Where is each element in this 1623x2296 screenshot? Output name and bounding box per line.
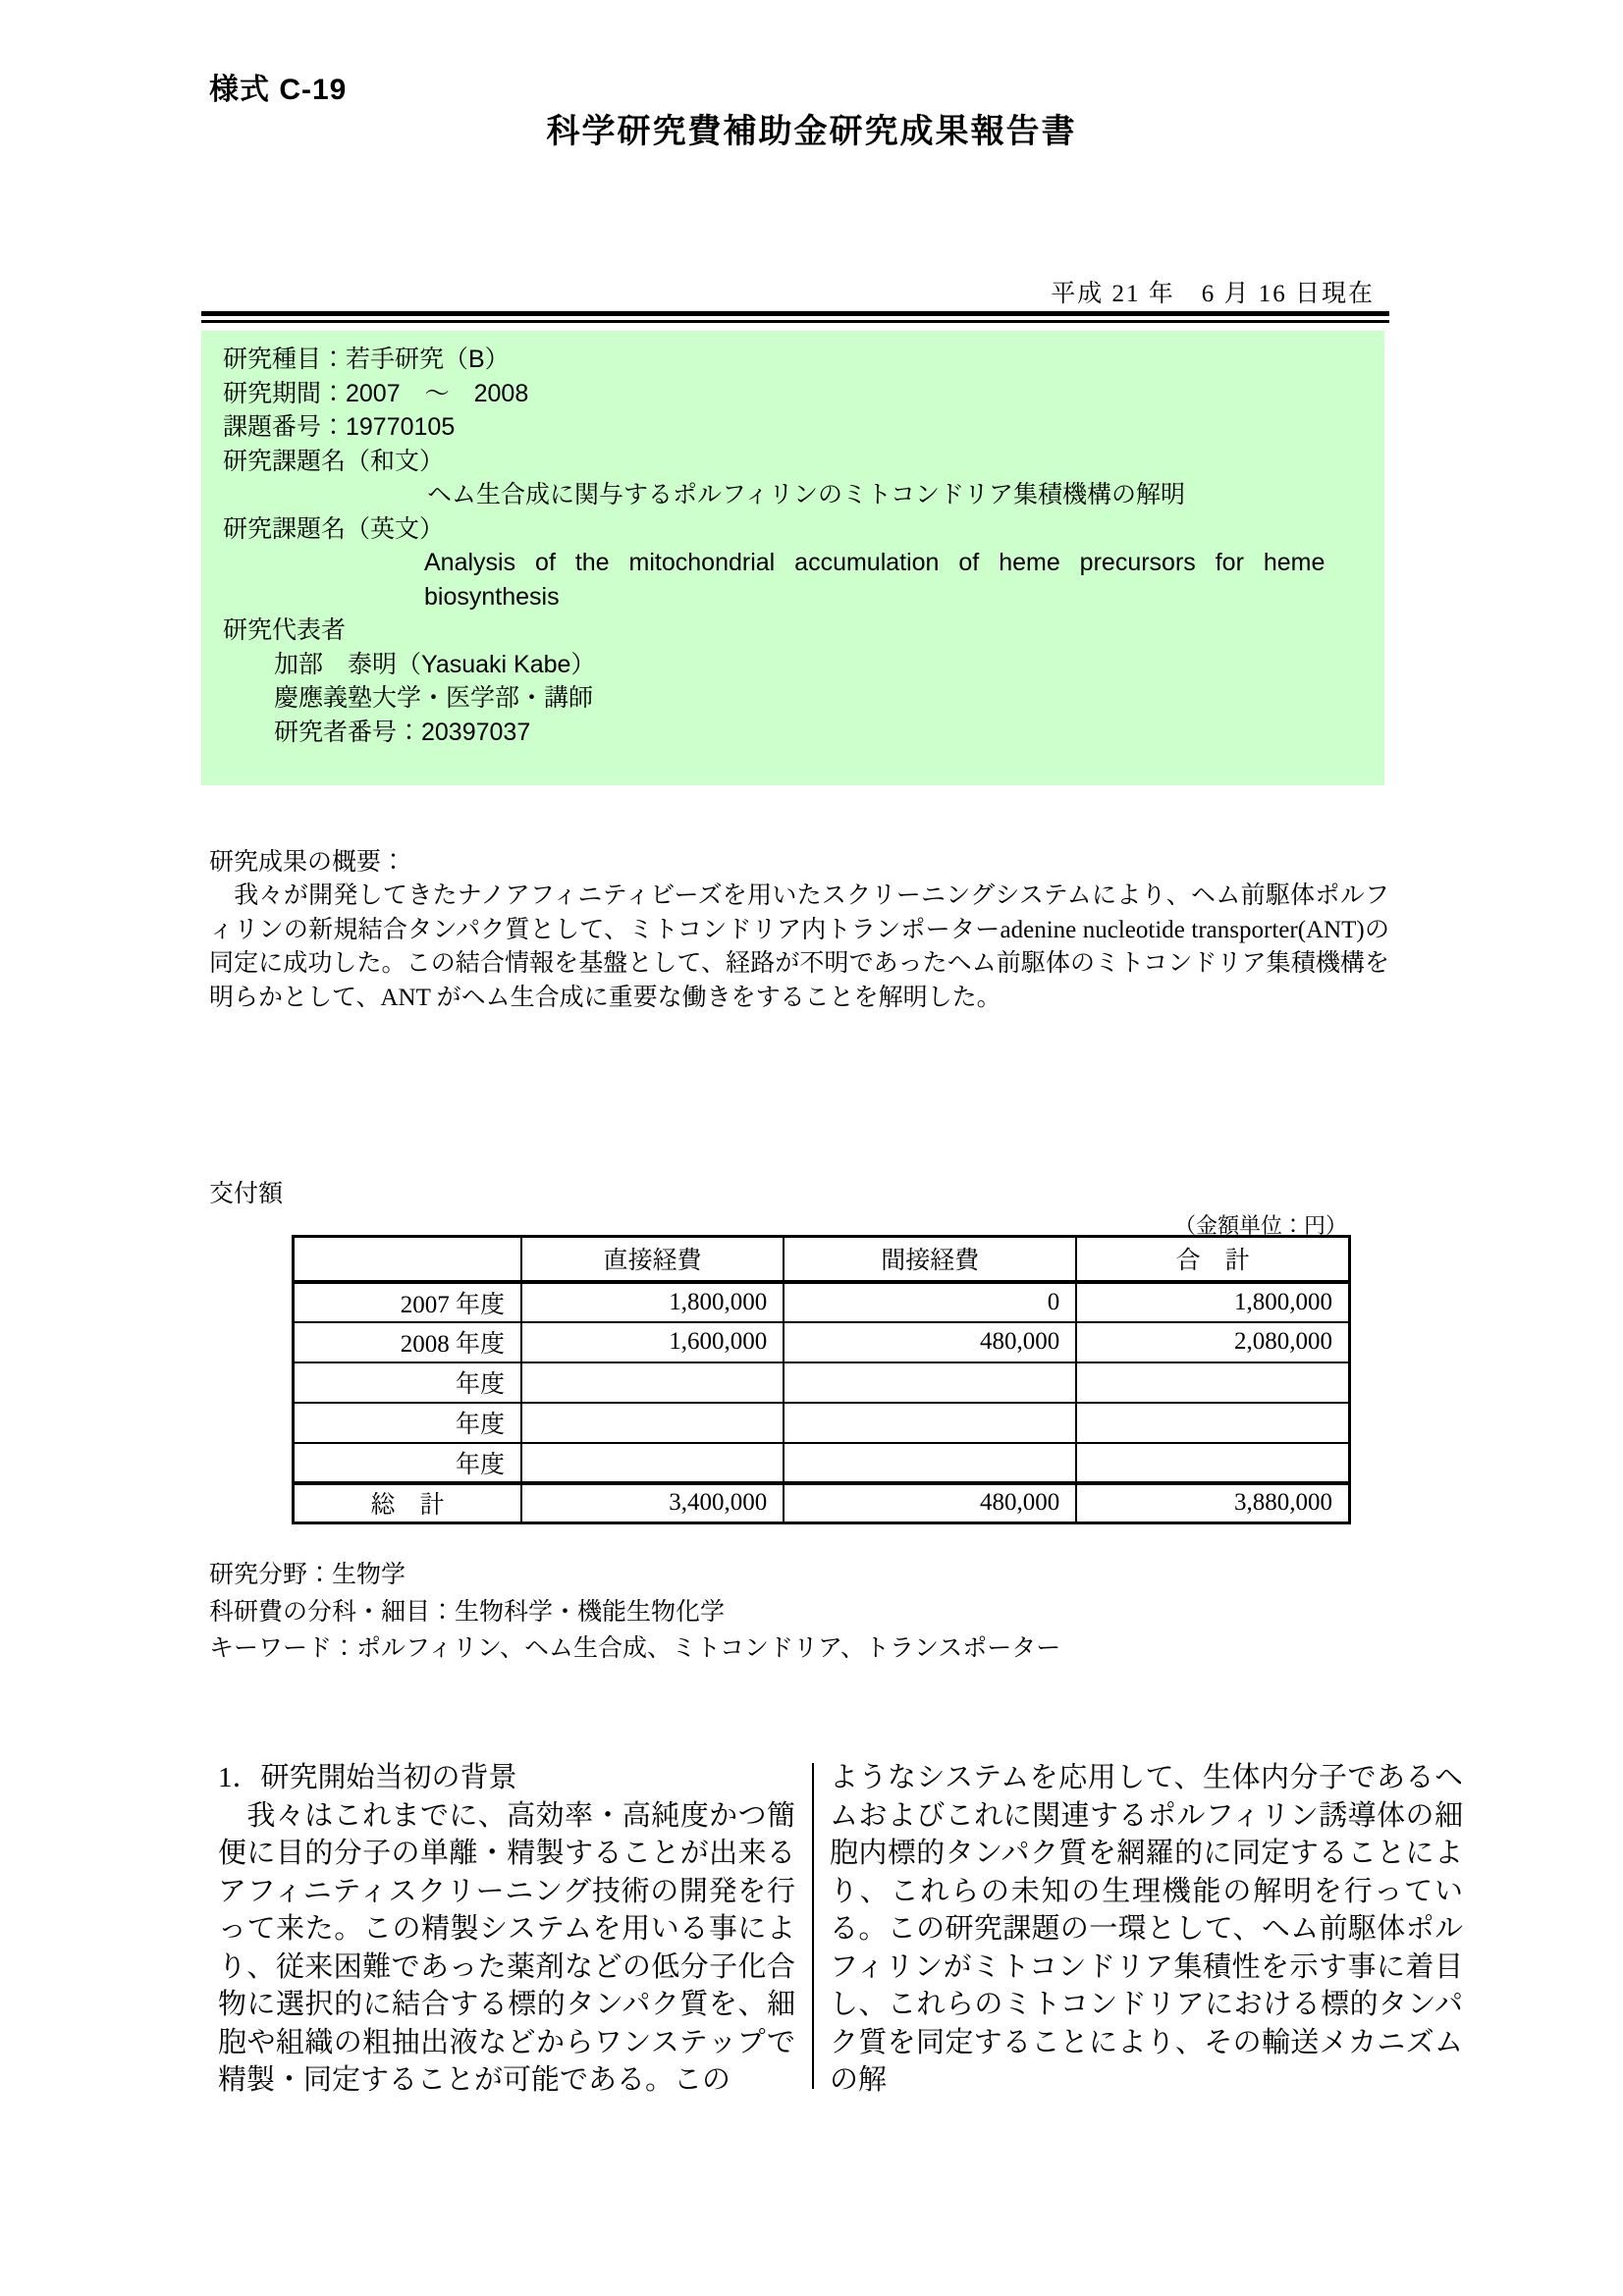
- grant-total: 1,800,000: [1076, 1282, 1349, 1322]
- grant-header-total: 合 計: [1076, 1237, 1349, 1282]
- title-en-label: 研究課題名（英文）: [223, 514, 445, 543]
- grant-total-sum: 3,880,000: [1076, 1483, 1349, 1523]
- research-info-box: [201, 331, 1384, 785]
- grant-indirect: [784, 1403, 1076, 1443]
- research-period: 研究期間：2007 ～ 2008: [223, 379, 529, 407]
- grant-unit-note: （金額単位：円）: [1173, 1213, 1347, 1238]
- body-column-left: [218, 1759, 795, 2100]
- pi-label: 研究代表者: [223, 616, 347, 644]
- body-column-right: [830, 1759, 1463, 2100]
- header-double-rule: [201, 311, 1389, 323]
- report-date: 平成 21 年 6 月 16 日現在: [1051, 281, 1375, 307]
- grant-header-blank: [294, 1237, 521, 1282]
- grant-header-direct: 直接経費: [521, 1237, 784, 1282]
- grant-direct: 1,600,000: [521, 1322, 784, 1362]
- grant-total-indirect: 480,000: [784, 1483, 1076, 1523]
- document-title: 科学研究費補助金研究成果報告書: [546, 113, 1077, 150]
- grant-total-row: [294, 1483, 1350, 1523]
- research-keywords: キーワード：ポルフィリン、ヘム生合成、ミトコンドリア、トランスポーター: [209, 1635, 1061, 1662]
- grant-year: 年度: [294, 1443, 521, 1483]
- grant-total: [1076, 1362, 1349, 1403]
- section1-heading: 1．研究開始当初の背景: [218, 1762, 517, 1793]
- abstract-body: 我々が開発してきたナノアフィニティビーズを用いたスクリーニングシステムにより、ヘム前駆体ポルフィリンの新規結合タンパク質として、ミトコンドリア内トランポーターadenine nucleotide transporter(ANT)の同定に成功した。この結合情報を基盤として、経路が不明であったヘム前駆体のミトコンドリア集積機構を明らかとして、ANT がヘム生合成に重要な働きをすることを解明した。: [209, 882, 1389, 1011]
- table-row: [294, 1362, 1350, 1403]
- grant-total-label: 総 計: [294, 1483, 521, 1523]
- grant-total: [1076, 1403, 1349, 1443]
- grant-amount-table: [292, 1235, 1351, 1524]
- grant-year: 2007 年度: [294, 1282, 521, 1322]
- research-category: 研究種目：若手研究（B）: [223, 346, 510, 373]
- pi-number: 研究者番号：20397037: [274, 718, 531, 746]
- section1-text-left: 我々はこれまでに、高効率・高純度かつ簡便に目的分子の単離・精製することが出来るアフィニティスクリーニング技術の開発を行って来た。この精製システムを用いる事により、従来困難であった薬剤などの低分子化合物に選択的に結合する標的タンパク質を、細胞や組織の粗抽出液などからワンステップで精製・同定することが可能である。この: [218, 1799, 795, 2096]
- grant-header-indirect: 間接経費: [784, 1237, 1076, 1282]
- research-field: 研究分野：生物学: [209, 1562, 406, 1588]
- grant-year: 2008 年度: [294, 1322, 521, 1362]
- table-row: [294, 1282, 1350, 1322]
- grant-direct: [521, 1443, 784, 1483]
- grant-table-header-row: [294, 1237, 1350, 1282]
- abstract-heading: 研究成果の概要：: [209, 849, 406, 876]
- title-en-line2: biosynthesis: [424, 582, 560, 611]
- title-ja-label: 研究課題名（和文）: [223, 447, 445, 475]
- section1-text-right: ようなシステムを応用して、生体内分子であるヘムおよびこれに関連するポルフィリン誘導体の細胞内標的タンパク質を網羅的に同定することにより、これらの未知の生理機能の解明を行っている。この研究課題の一環として、ヘム前駆体ポルフィリンがミトコンドリア集積性を示す事に着目し、これらのミトコンドリアにおける標的タンパク質を同定することにより、その輸送メカニズムの解: [830, 1762, 1463, 2096]
- table-row: [294, 1322, 1350, 1362]
- grant-total-direct: 3,400,000: [521, 1483, 784, 1523]
- grant-indirect: 0: [784, 1282, 1076, 1322]
- grant-indirect: 480,000: [784, 1322, 1076, 1362]
- grant-indirect: [784, 1443, 1076, 1483]
- grant-total: 2,080,000: [1076, 1322, 1349, 1362]
- column-divider-rule: [812, 1763, 814, 2089]
- form-number-label: 様式 C-19: [209, 74, 348, 106]
- grant-year: 年度: [294, 1362, 521, 1403]
- grant-direct: 1,800,000: [521, 1282, 784, 1322]
- title-ja: ヘム生合成に関与するポルフィリンのミトコンドリア集積機構の解明: [427, 481, 1186, 508]
- project-number: 課題番号：19770105: [223, 413, 456, 441]
- research-fields-block: [209, 1557, 1427, 1668]
- pi-name: 加部 泰明（Yasuaki Kabe）: [274, 650, 596, 678]
- grant-section-heading: 交付額: [209, 1181, 284, 1207]
- research-subsection: 科研費の分科・細目：生物科学・機能生物化学: [209, 1598, 726, 1626]
- grant-total: [1076, 1443, 1349, 1483]
- grant-direct: [521, 1403, 784, 1443]
- pi-affiliation: 慶應義塾大学・医学部・講師: [274, 684, 594, 712]
- table-row: [294, 1403, 1350, 1443]
- grant-direct: [521, 1362, 784, 1403]
- title-en-line1: Analysis of the mitochondrial accumulation of heme precursors for heme: [424, 549, 1325, 576]
- grant-year: 年度: [294, 1403, 521, 1443]
- grant-indirect: [784, 1362, 1076, 1403]
- table-row: [294, 1443, 1350, 1483]
